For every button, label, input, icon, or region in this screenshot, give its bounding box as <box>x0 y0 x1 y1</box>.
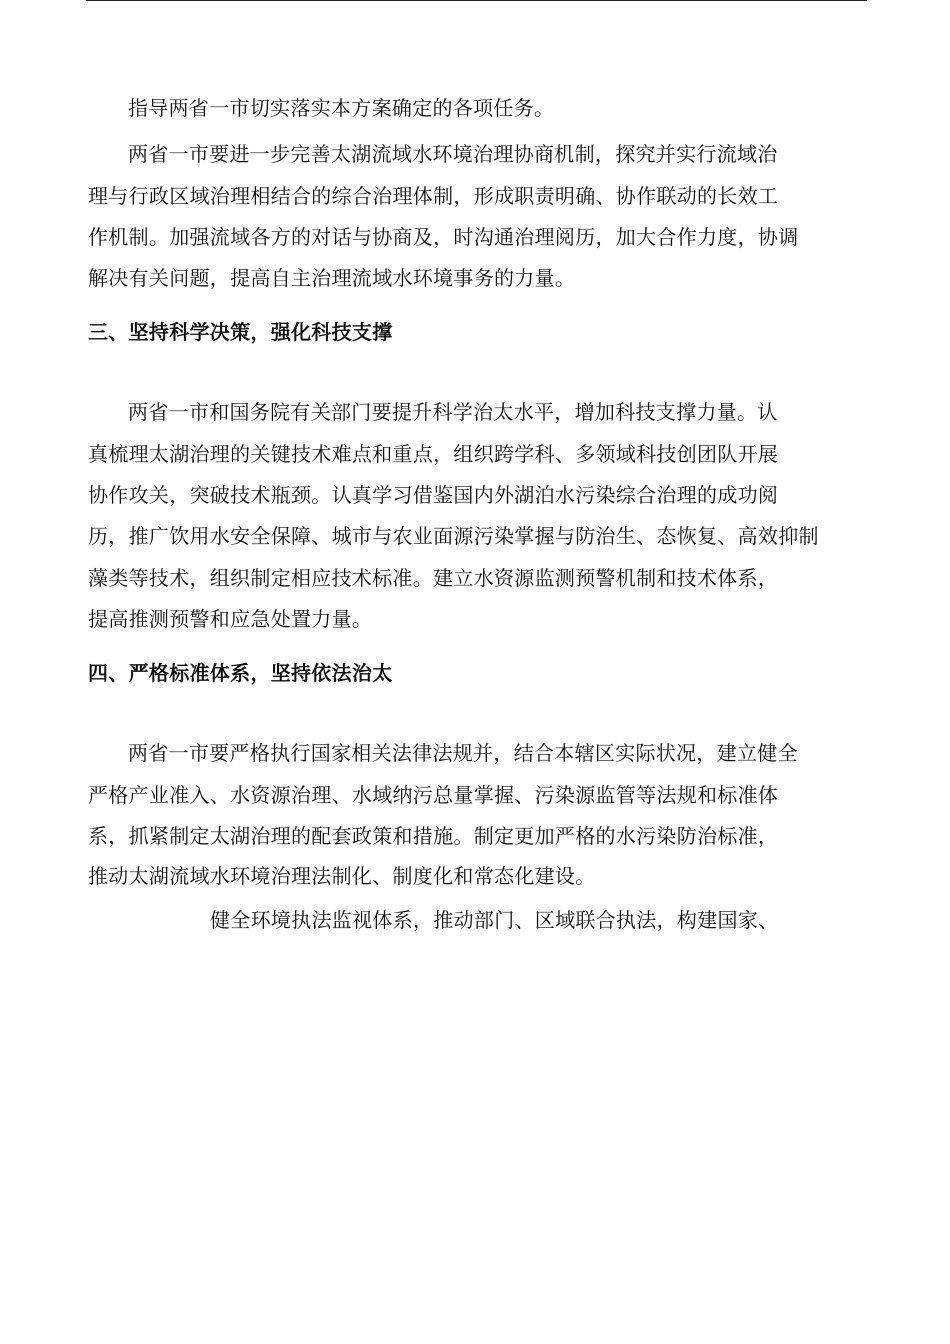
paragraph-5-line-1: 健全环境执法监视体系，推动部门、区域联合执法，构建国家、 <box>210 908 779 932</box>
paragraph-3-line-6: 提高推测预警和应急处置力量。 <box>88 607 373 631</box>
paragraph-4-line-3: 系，抓紧制定太湖治理的配套政策和措施。制定更加严格的水污染防治标准， <box>88 824 779 848</box>
paragraph-3-line-4: 历，推广饮用水安全保障、城市与农业面源污染掌握与防治生、态恢复、高效抑制 <box>88 524 819 548</box>
top-rule <box>86 0 867 1</box>
paragraph-3-line-5: 藻类等技术，组织制定相应技术标准。建立水资源监测预警机制和技术体系， <box>88 566 779 590</box>
paragraph-4-line-2: 严格产业准入、水资源治理、水域纳污总量掌握、污染源监管等法规和标准体 <box>88 783 779 807</box>
paragraph-3-line-2: 真梳理太湖治理的关键技术难点和重点，组织跨学科、多领域科技创团队开展 <box>88 442 779 466</box>
section-heading-3: 三、坚持科学决策，强化科技支撑 <box>88 320 393 344</box>
paragraph-2-line-1: 两省一市要进一步完善太湖流域水环境治理协商机制，探究并实行流域治 <box>128 142 778 166</box>
paragraph-1-line-1: 指导两省一市切实落实本方案确定的各项任务。 <box>128 96 555 120</box>
paragraph-4-line-1: 两省一市要严格执行国家相关法律法规并，结合本辖区实际状况，建立健全 <box>128 741 798 765</box>
paragraph-2-line-3: 作机制。加强流域各方的对话与协商及，时沟通治理阅历，加大合作力度，协调 <box>88 225 799 249</box>
paragraph-4-line-4: 推动太湖流域水环境治理法制化、制度化和常态化建设。 <box>88 864 596 888</box>
paragraph-3-line-1: 两省一市和国务院有关部门要提升科学治太水平，增加科技支撑力量。认 <box>128 400 778 424</box>
paragraph-3-line-3: 协作攻关，突破技术瓶颈。认真学习借鉴国内外湖泊水污染综合治理的成功阅 <box>88 483 779 507</box>
paragraph-2-line-2: 理与行政区域治理相结合的综合治理体制，形成职责明确、协作联动的长效工 <box>88 184 779 208</box>
section-heading-4: 四、严格标准体系，坚持依法治太 <box>88 661 393 685</box>
paragraph-2-line-4: 解决有关问题，提高自主治理流域水环境事务的力量。 <box>88 266 576 290</box>
